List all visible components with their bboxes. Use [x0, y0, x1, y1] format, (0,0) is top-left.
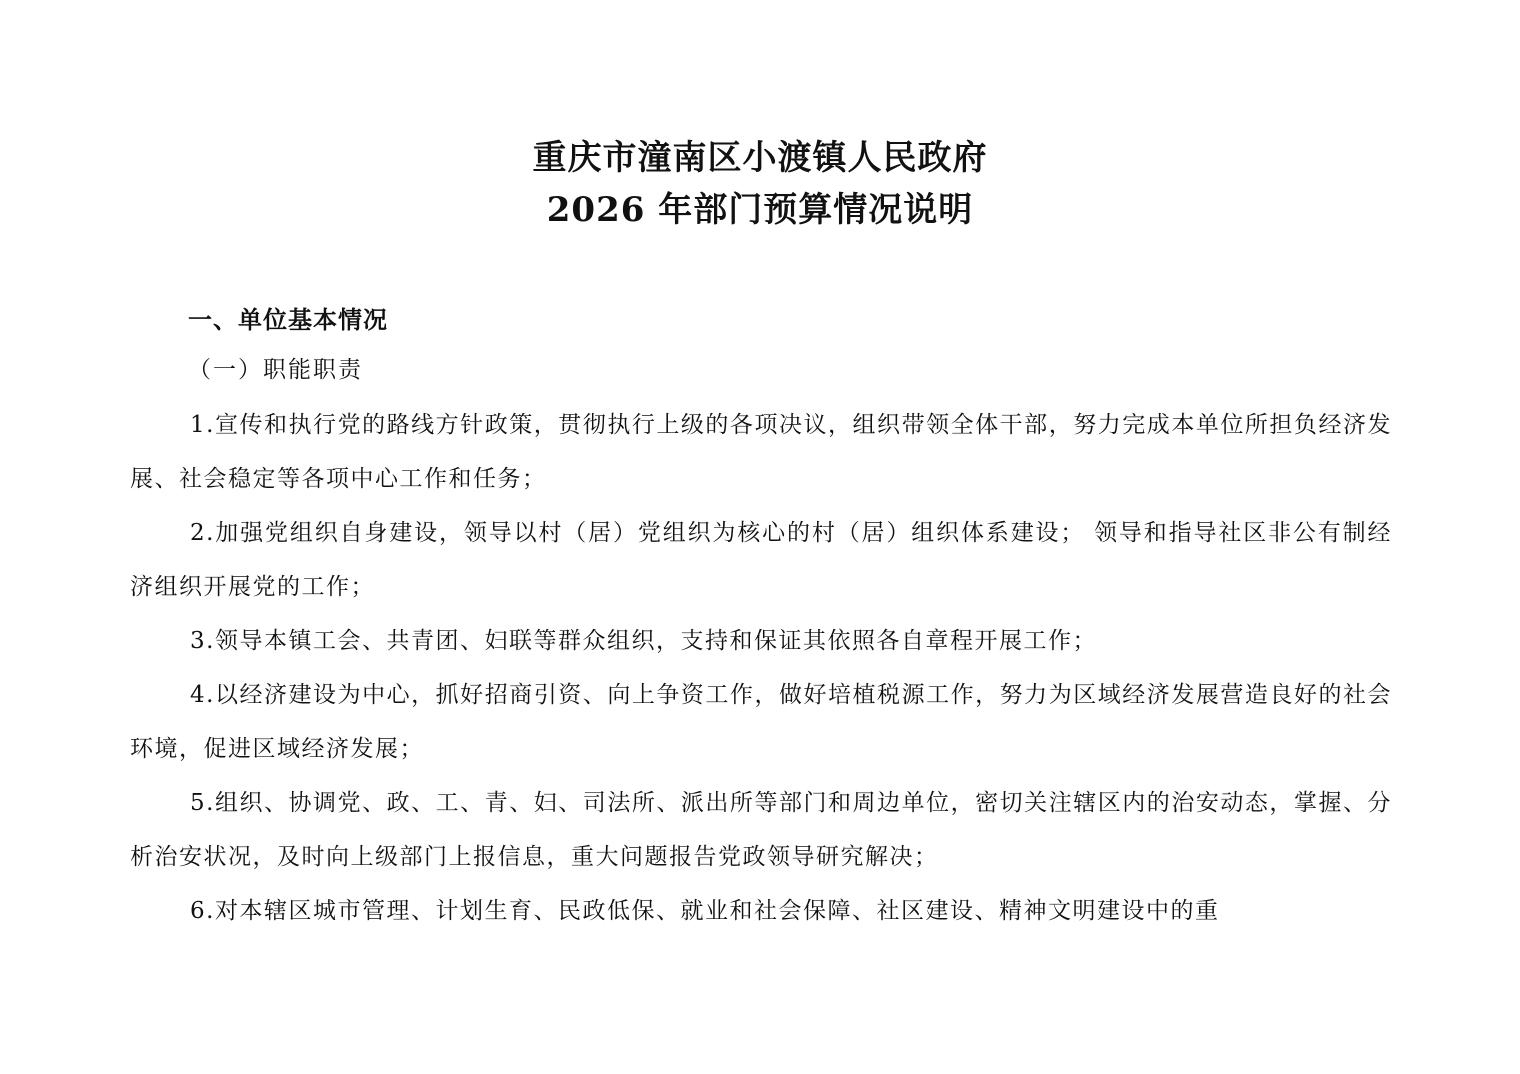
document-title: [0, 132, 1520, 236]
section-heading: 一、单位基本情况: [188, 306, 388, 334]
paragraph-4: 4.以经济建设为中心，抓好招商引资、向上争资工作，做好培植税源工作，努力为区域经济发展营造良好的社会环境，促进区域经济发展；: [130, 682, 1392, 762]
paragraph-6: 6.对本辖区城市管理、计划生育、民政低保、就业和社会保障、社区建设、精神文明建设中的重: [190, 898, 1220, 924]
document-body: [130, 296, 1392, 938]
paragraph-2: 2.加强党组织自身建设，领导以村（居）党组织为核心的村（居）组织体系建设； 领导和指导社区非公有制经济组织开展党的工作；: [130, 520, 1392, 600]
subsection-heading: （一）职能职责: [188, 357, 363, 383]
paragraph-1: 1.宣传和执行党的路线方针政策，贯彻执行上级的各项决议，组织带领全体干部，努力完成本单位所担负经济发展、社会稳定等各项中心工作和任务；: [130, 412, 1392, 492]
paragraph-5: 5.组织、协调党、政、工、青、妇、司法所、派出所等部门和周边单位，密切关注辖区内的治安动态，掌握、分析治安状况，及时向上级部门上报信息，重大问题报告党政领导研究解决；: [130, 790, 1392, 870]
title-line-1: 重庆市潼南区小渡镇人民政府: [532, 138, 988, 178]
paragraph-3: 3.领导本镇工会、共青团、妇联等群众组织，支持和保证其依照各自章程开展工作；: [190, 628, 1097, 654]
title-line-2: 2026 年部门预算情况说明: [546, 190, 974, 230]
